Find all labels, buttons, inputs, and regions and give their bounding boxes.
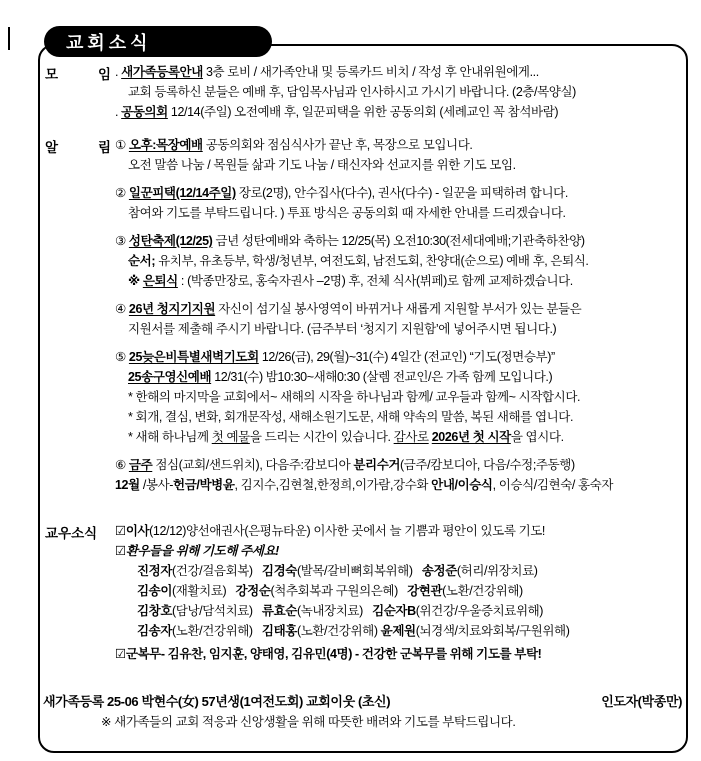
text: (위건강/우울증치료위해): [415, 604, 544, 618]
text: , 김지수,김현철,한정희,이가람,강수화: [234, 478, 432, 492]
text-line: [115, 455, 682, 475]
text: 김송이: [137, 584, 173, 598]
text: * 새해 하나님께: [128, 430, 212, 444]
text: 진정자: [137, 564, 173, 578]
text: ☑: [115, 544, 126, 558]
text: 김창호: [137, 604, 173, 618]
text: 3층 로비 / 새가족안내 및 등록카드 비치 / 작성 후 안내위원에게...: [202, 65, 539, 79]
section-member-news: [45, 521, 682, 664]
text-line: [115, 521, 682, 541]
text-line: [115, 155, 682, 175]
text-line: [115, 347, 682, 367]
text: 12/31(수) 밤10:30~새해0:30 (살렘 전교인/은 가족 함께 모입니다.): [211, 370, 553, 384]
text: 지원서를 제출해 주시기 바랍니다. (금주부터 ‘청지기 지원함’에 넣어주시면 됩니다.): [128, 322, 557, 336]
text: 교회 등록하신 분들은 예배 후, 담임목사님과 인사하시고 가시기 바랍니다. (2층/목양실): [128, 85, 576, 99]
church-news-badge-title: 교회소식: [66, 32, 152, 53]
text: : (박종만장로, 홍숙자권사 –2명) 후, 전체 식사(뷔페)로 함께 교제하겠습니다.: [177, 274, 573, 288]
text: ③: [115, 234, 129, 248]
text: (담낭/담석치료): [172, 604, 262, 618]
text-line: [115, 299, 682, 319]
text: 장로(2명), 안수집사(다수), 권사(다수) - 일꾼을 피택하려 합니다.: [235, 186, 568, 200]
text: 김태홍: [261, 624, 297, 638]
emphasized-text: 감사로: [393, 430, 429, 444]
text-line: [115, 581, 682, 601]
text-line: [115, 427, 682, 447]
text-line: [115, 475, 682, 495]
text: 윤제원: [380, 624, 416, 638]
text-line: [115, 251, 682, 271]
emphasized-text: 일꾼피택(12/14주일): [128, 186, 236, 200]
text: 김경숙: [261, 564, 297, 578]
section-member-news-content: [115, 521, 682, 664]
text: 분리수거: [353, 458, 401, 472]
text: 헌금/박병윤: [173, 478, 235, 492]
text: 참여와 기도를 부탁드립니다. ) 투표 방식은 공동의회 때 자세한 안내를 드리겠습니다.: [128, 206, 566, 220]
emphasized-text: 25송구영신예배: [128, 370, 212, 384]
text: (척추회복과 구원의은혜): [270, 584, 408, 598]
text-line: [115, 271, 682, 291]
emphasized-text: 공동의회: [121, 105, 168, 119]
section-meeting-label: 모 임: [45, 67, 111, 82]
text: (건강/걸음회복): [172, 564, 262, 578]
text: ④: [115, 302, 129, 316]
newcomer-note: ※ 새가족들의 교회 적응과 신앙생활을 위해 따뜻한 배려와 기도를 부탁드립니다.: [101, 715, 516, 729]
text: ※: [128, 274, 143, 288]
text: 군복무- 김유찬, 임지훈, 양태영, 김유민(4명): [125, 647, 352, 661]
text: (녹내장치료): [296, 604, 373, 618]
text: (노환/건강위해): [296, 624, 381, 638]
section-meeting-content: [115, 62, 682, 122]
text: 강현관: [407, 584, 443, 598]
newcomer-info: 새가족등록 25-06 박현수(女) 57년생(1여전도회) 교회이웃 (초신): [43, 694, 391, 709]
text: 강정순: [235, 584, 271, 598]
emphasized-text: 은퇴식: [142, 274, 178, 288]
page-edge-mark: [8, 27, 10, 50]
text: (노환/건강위해): [442, 584, 523, 598]
text: .: [115, 105, 122, 119]
text-line: [115, 135, 682, 155]
text: .: [115, 65, 122, 79]
text: 을 엽시다.: [510, 430, 564, 444]
text-line: [115, 407, 682, 427]
text: , 이승식/김현숙/ 홍숙자: [492, 478, 614, 492]
text: 안내/이승식: [431, 478, 493, 492]
text: ☑: [115, 524, 126, 538]
text: * 한해의 마지막을 교회에서~ 새해의 시작을 하나님과 함께/ 교우들과 함께~ 시작합시다.: [128, 390, 581, 404]
newcomer-row: [43, 691, 682, 712]
section-notice-content: [115, 135, 682, 495]
text: 12/26(금), 29(월)~31(수) 4일간 (전교인) “기도(정면승부)”: [258, 350, 555, 364]
text-line: [115, 621, 682, 641]
text-line: [115, 183, 682, 203]
text-line: [115, 387, 682, 407]
text-line: [115, 601, 682, 621]
text: 순서;: [128, 254, 156, 268]
section-notice-label: 알 림: [45, 140, 111, 155]
text-line: [115, 319, 682, 339]
emphasized-text: 성탄축제(12/25): [128, 234, 213, 248]
section-member-news-label: 교우소식: [45, 526, 98, 541]
emphasized-text: 2026년 첫 시작: [431, 430, 511, 444]
section-notice: [45, 135, 682, 495]
emphasized-text: 25늦은비특별새벽기도회: [128, 350, 259, 364]
text: /봉사-: [139, 478, 174, 492]
text-line: [115, 102, 682, 122]
text-line: [115, 62, 682, 82]
text-line: [115, 644, 682, 664]
text: 자신이 섬기실 봉사영역이 바뀌거나 새롭게 지원할 부서가 있는 분들은: [215, 302, 582, 316]
text: 건강한 군복무를 위해 기도를 부탁!: [361, 647, 542, 661]
text: 금년 성탄예배와 축하는 12/25(목) 오전10:30(전세대예배;기관축하찬양): [212, 234, 585, 248]
text: ⑤: [115, 350, 129, 364]
text-line: [115, 203, 682, 223]
text: (발목/갈비뼈회복위해): [296, 564, 422, 578]
text-line: [115, 231, 682, 251]
text: 을 드리는 시간이 있습니다.: [249, 430, 394, 444]
emphasized-text: 금주: [128, 458, 153, 472]
text: 오전 말씀 나눔 / 목원들 삶과 기도 나눔 / 태신자와 선교지를 위한 기도 모임.: [128, 158, 516, 172]
text: 유치부, 유초등부, 학생/청년부, 여전도회, 남전도회, 찬양대(순으로) 예배 후, 은퇴식.: [155, 254, 589, 268]
text: (금주/캄보디아, 다음/수정;주동행): [400, 458, 575, 472]
text: (노환/건강위해): [172, 624, 262, 638]
section-meeting: [45, 62, 682, 122]
text-line: [115, 541, 682, 561]
text-line: [115, 367, 682, 387]
text: 김송자: [137, 624, 173, 638]
emphasized-text: 26년 청지기지원: [128, 302, 216, 316]
text: 공동의회와 점심식사가 끝난 후, 목장으로 모입니다.: [202, 138, 473, 152]
text: 류효순: [261, 604, 297, 618]
text: 환우들을 위해 기도해 주세요!: [125, 544, 279, 558]
church-news-badge: [44, 26, 272, 57]
emphasized-text: 오후:목장예배: [128, 138, 203, 152]
text: 송정준: [421, 564, 457, 578]
text: (뇌경색/치료와회복/구원위해): [415, 624, 570, 638]
text: 이사: [125, 524, 150, 538]
text: 김순자B: [372, 604, 416, 618]
text: (12/12)양선애권사(은평뉴타운) 이사한 곳에서 늘 기쁨과 평안이 있도록 기도!: [149, 524, 545, 538]
text: ⑥: [115, 458, 129, 472]
text: 12월: [115, 478, 140, 492]
text: (허리/위장치료): [456, 564, 538, 578]
text-line: [115, 561, 682, 581]
bulletin-box: [38, 44, 688, 753]
newcomer-leader: 인도자(박종만): [601, 694, 682, 709]
text: 12/14(주일) 오전예배 후, 일꾼피택을 위한 공동의회 (세례교인 꼭 참석바람): [167, 105, 559, 119]
text: (재활치료): [172, 584, 236, 598]
text-line: [115, 82, 682, 102]
text: ②: [115, 186, 129, 200]
text: ①: [115, 138, 129, 152]
emphasized-text: 새가족등록안내: [121, 65, 203, 79]
text: * 회개, 결심, 변화, 회개문작성, 새해소원기도문, 새해 약속의 말씀, 복된 새해를 엽니다.: [128, 410, 574, 424]
section-newcomer: [43, 691, 682, 733]
text: 점심(교회/샌드위치), 다음주:캄보디아: [152, 458, 354, 472]
emphasized-text: 첫 예물: [211, 430, 250, 444]
text: -: [351, 647, 362, 661]
text: ☑: [115, 647, 126, 661]
